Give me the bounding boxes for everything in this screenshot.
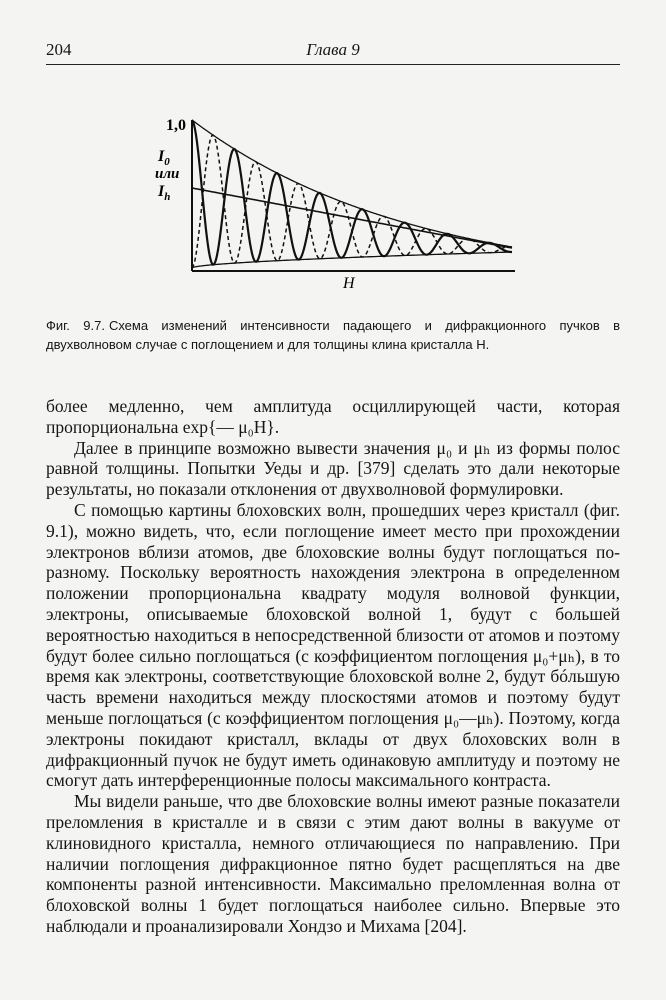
paragraph-1: более медленно, чем амплитуда осциллирующей части, которая пропорциональна exp{— μ₀H}. (46, 396, 620, 437)
y-label-or: или (155, 166, 180, 182)
body-text (46, 396, 620, 937)
page-header (0, 40, 666, 66)
y-label-ih: $I_h$ (158, 183, 171, 203)
incident-intensity-curve (192, 135, 512, 268)
y-label-i0: $I_0$ (158, 148, 170, 168)
paragraph-4: Мы видели раньше, что две блоховские волны имеют разные показатели преломления в кристалле и в связи с этим дают волны в вакууме от клиновидного кристалла, немного отличающиеся по направлению. При наличии поглощения дифракционное пятно будет расщепляться на две компоненты разной интенсивности. Максимально преломленная волна от блоховской волны 1 будет поглощаться наиболее сильно. Впервые это наблюдали и проанализировали Хондзо и Михама [204]. (46, 791, 620, 936)
header-rule (46, 64, 620, 65)
figure-9-7 (150, 100, 530, 300)
caption-text: Схема изменений интенсивности падающего и дифракционного пучков в двухволновом случае с поглощением и для толщины клина кристалла H. (46, 318, 620, 352)
y-tick-label: 1,0 (166, 117, 186, 134)
intensity-diagram (150, 100, 530, 300)
x-axis-label: H (343, 275, 355, 292)
page-number: 204 (46, 40, 72, 59)
chapter-title: Глава 9 (306, 40, 360, 59)
mean-intensity-curve (192, 188, 512, 248)
caption-label: Фиг. 9.7. (46, 318, 105, 333)
lower-envelope-curve (192, 252, 512, 268)
figure-caption (46, 316, 620, 354)
paragraph-3: С помощью картины блоховских волн, прошедших через кристалл (фиг. 9.1), можно видеть, что, если поглощение имеет место при прохождении электронов вблизи атомов, две блоховские волны будут поглощаться по-разному. Поскольку вероятность нахождения электрона в определенном положении пропорциональна квадрату модуля волновой функции, электроны, описываемые блоховской волной 1, будут с большей вероятностью находиться в непосредственной близости от атомов и поэтому будут более сильно поглощаться (с коэффициентом поглощения μ₀+μₕ), в то время как электроны, соответствующие блоховской волне 2, будут бóльшую часть времени находиться между плоскостями атомов и поэтому будут меньше поглощаться (с коэффициентом поглощения μ₀—μₕ). Поэтому, когда электроны покидают кристалл, вклады от двух блоховских волн в дифракционный пучок не будут иметь одинаковую амплитуду и поэтому не смогут дать интерференционные полосы максимального контраста. (46, 499, 620, 791)
paragraph-2: Далее в принципе возможно вывести значения μ₀ и μₕ из формы полос равной толщины. Попытки Уеды и др. [379] сделать это дали некоторые результаты, но показали отклонения от двухволновой формулировки. (46, 437, 620, 500)
